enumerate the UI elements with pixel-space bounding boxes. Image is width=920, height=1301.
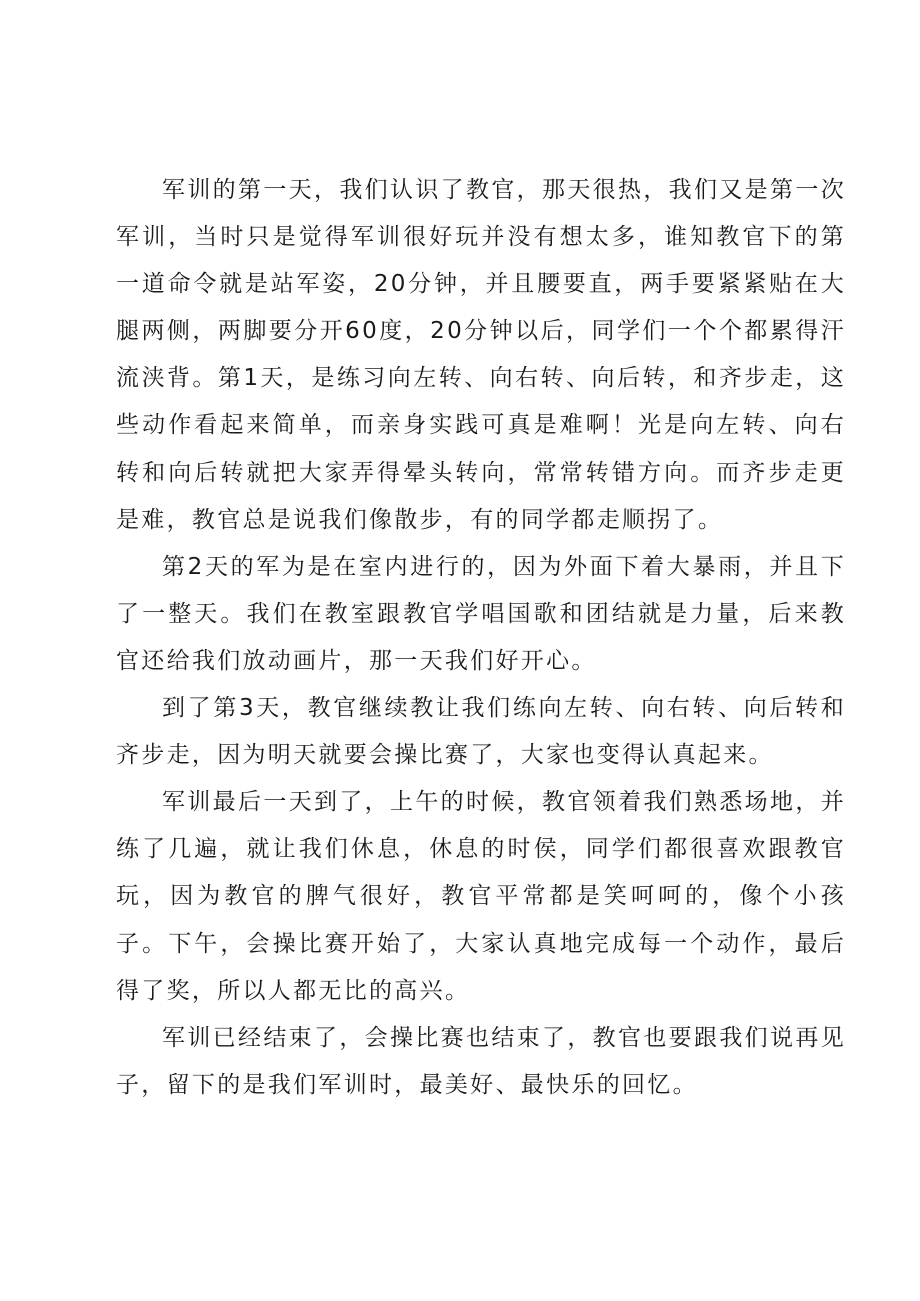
paragraph-4: 军训最后一天到了，上午的时候，教官领着我们熟悉场地，并练了几遍，就让我们休息，休息的时侯，同学们都很喜欢跟教官玩，因为教官的脾气很好，教官平常都是笑呵呵的，像个小孩子。下午，会操比赛开始了，大家认真地完成每一个动作，最后得了奖，所以人都无比的高兴。: [116, 789, 846, 1004]
paragraph-2: 第2天的军为是在室内进行的，因为外面下着大暴雨，并且下了一整天。我们在教室跟教官学唱国歌和团结就是力量，后来教官还给我们放动画片，那一天我们好开心。: [116, 553, 846, 674]
paragraph-3: 到了第3天，教官继续教让我们练向左转、向右转、向后转和齐步走，因为明天就要会操比赛了，大家也变得认真起来。: [116, 695, 846, 769]
document-body: [116, 167, 846, 1109]
paragraph-1: 军训的第一天，我们认识了教官，那天很热，我们又是第一次军训，当时只是觉得军训很好玩并没有想太多，谁知教官下的第一道命令就是站军姿，20分钟，并且腰要直，两手要紧紧贴在大腿两侧，两脚要分开60度，20分钟以后，同学们一个个都累得汗流浃背。第1天，是练习向左转、向右转、向后转，和齐步走，这些动作看起来简单，而亲身实践可真是难啊！光是向左转、向右转和向后转就把大家弄得晕头转向，常常转错方向。而齐步走更是难，教官总是说我们像散步，有的同学都走顺拐了。: [116, 177, 846, 533]
paragraph-5: 军训已经结束了，会操比赛也结束了，教官也要跟我们说再见子，留下的是我们军训时，最美好、最快乐的回忆。: [116, 1024, 846, 1098]
